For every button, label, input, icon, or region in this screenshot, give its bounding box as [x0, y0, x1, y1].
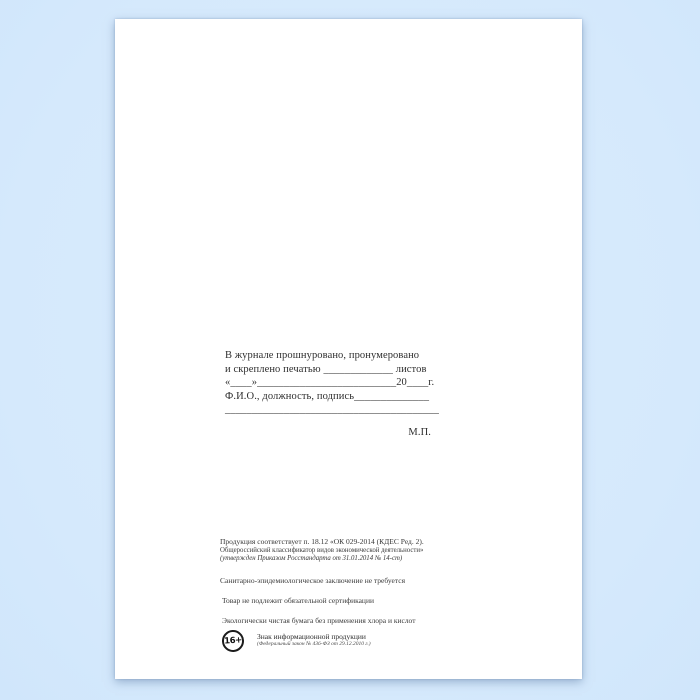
ecology-note: Экологически чистая бумага без применения хлора и кислот [222, 616, 416, 625]
age-mark [222, 630, 371, 652]
certification-note: Товар не подлежит обязательной сертификации [222, 596, 374, 605]
compliance-standard-line-1: Продукция соответствует п. 18.12 «ОК 029-2014 (КДЕС Ред. 2). [220, 537, 424, 546]
binding-line-5: ________________________________________ [225, 404, 439, 416]
binding-line-1: В журнале прошнуровано, пронумеровано [225, 350, 420, 361]
compliance-info [220, 538, 460, 625]
binding-line-3: «____»__________________________20____г. [225, 377, 435, 389]
sanitary-note: Санитарно-эпидемиологическое заключение не требуется [220, 576, 406, 585]
binding-line-4: Ф.И.О., должность, подпись______________ [225, 390, 430, 402]
stamp-place-label: М.П. [408, 426, 431, 438]
binding-line-2: и скреплено печатью _____________ листов [225, 363, 427, 375]
binding-statement [225, 349, 437, 440]
age-mark-law: (Федеральный закон № 436-ФЗ от 29.12.2010 г.) [257, 641, 371, 647]
compliance-standard-line-3: (утвержден Приказом Росстандарта от 31.01.2014 № 14-ст) [220, 554, 403, 562]
journal-back-page [115, 19, 582, 679]
age-mark-title: Знак информационной продукции [257, 632, 366, 641]
compliance-standard-line-2: Общероссийский классификатор видов экономической деятельности» [220, 546, 424, 554]
age-16-badge-icon: 16+ [221, 629, 244, 652]
age-mark-text [257, 630, 371, 648]
